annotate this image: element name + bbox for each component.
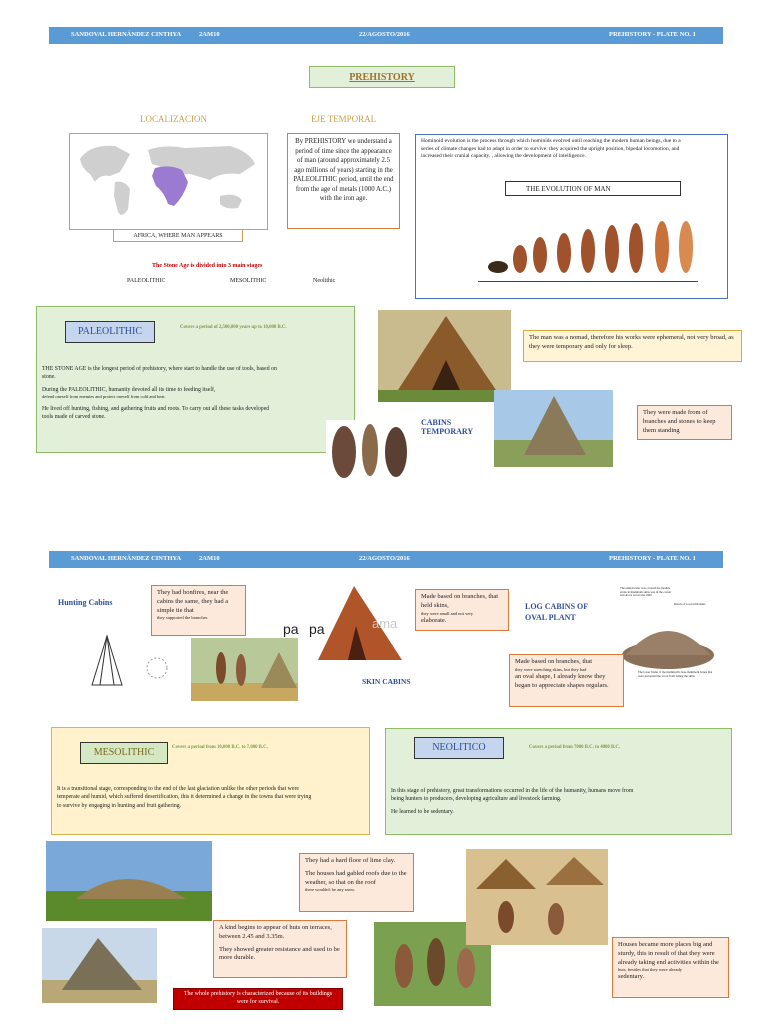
overlay-text-a: pa — [283, 621, 299, 637]
map-caption: AFRICA, WHERE MAN APPEARS — [113, 229, 243, 242]
neolithic-p1: In this stage of prehistory, great transformations occurred in the life of the humanity, humans move from being hunters to producers, developing agriculture and livestock farming. — [391, 788, 634, 803]
floor-t1: They had a hard floor of lime clay. — [305, 857, 396, 864]
log-cabins-label: LOG CABINS OF OVAL PLANT — [525, 602, 588, 623]
stage-paleolithic: PALEOLITHIC — [127, 278, 166, 284]
header-bar-top — [49, 27, 723, 44]
paleolithic-title: PALEOLITHIC — [65, 321, 155, 343]
header-date: 22/AGOSTO/2016 — [359, 31, 410, 38]
branches-box — [637, 405, 732, 440]
huts-t2: They showed greater resistance and used to be more durable. — [219, 945, 340, 962]
village-scene-image — [466, 849, 608, 945]
nomad-text: The man was a nomad, therefore his works were ephemeral, not very broad, as they were temporary and only for sleep. — [529, 334, 734, 350]
eje-text: By PREHISTORY we understand a period of time since the appearance of man (around approximately 2.5 ago millions of years) starting in the PALEOLITHIC period, until the end from the age of metals (1000 A.C.) with the iron age. — [293, 138, 394, 203]
houses-box — [612, 937, 729, 998]
hut-image-1 — [378, 310, 511, 402]
skin-cabins-label: SKIN CABINS — [362, 677, 411, 686]
eje-text-box — [287, 133, 400, 229]
log-text2: an oval shape, I already know they began to appreciate shapes regulars. — [515, 672, 609, 689]
hut-image-2 — [494, 390, 613, 467]
skin-text: Made based on branches, that held skins, — [421, 593, 499, 609]
neolithic-title: NEOLITICO — [414, 737, 504, 759]
paleolithic-period: Covers a period of 2,500,000 years up to 10,000 B.C. — [180, 325, 287, 330]
log-text1: Made based on branches, that — [515, 658, 593, 665]
header-group: 2AM10 — [199, 31, 220, 38]
houses-t2: sedentary. — [618, 973, 645, 981]
paleolithic-p3: He lived off hunting, fishing, and gathering fruits and roots. To carry out all these tasks developed tools made of carved stone. — [42, 405, 270, 421]
neolithic-period: Covers a period from 7000 B.C. to 4000 B.C. — [529, 745, 621, 750]
skin-text2: elaborate. — [421, 616, 447, 624]
nomad-box — [523, 330, 742, 362]
evolution-panel — [415, 134, 728, 299]
log-box — [509, 654, 624, 707]
world-map — [69, 133, 268, 230]
header-group-2: 2AM10 — [199, 555, 220, 562]
overlay-text-c: ama — [372, 616, 398, 631]
page-title: PREHISTORY — [349, 71, 415, 83]
skin-small: they were small and not very — [421, 610, 474, 616]
eje-heading: EJE TEMPORAL — [311, 114, 377, 124]
floor-t2: The houses had gabled roofs due to the weather, so that on the roof — [305, 869, 407, 886]
paleolithic-p2b: defend oneself from enemies and protect oneself from cold and heat. — [42, 394, 166, 400]
tipi-sketch — [62, 630, 192, 690]
stone-tools-image — [326, 420, 412, 482]
stage-mesolithic: MESOLITHIC — [230, 278, 267, 284]
mesolithic-panel — [51, 727, 370, 835]
hunting-small: they supported the branches — [157, 615, 208, 621]
hunting-cabins-label: Hunting Cabins — [58, 598, 113, 607]
header-plate: PREHISTORY - PLATE NO. 1 — [609, 31, 696, 38]
cabins-temporary-label: CABINS TEMPORARY — [421, 418, 474, 436]
mesolithic-title: MESOLITHIC — [80, 742, 168, 764]
branches-text: They were made from of branches and stones to keep them standing — [643, 409, 716, 434]
header-author-2: SANDOVAL HERNÁNDEZ CINTHYA — [71, 555, 182, 562]
evolution-text: Hominoid evolution is the process through which hominids evolved until reaching the modern human beings, due to a series of climate changes had to adapt in order to survive: they acquired the upright position, bipedal locomotion, and increased their cranial capacity. , allowing the development of intelligence. — [421, 138, 681, 160]
floor-small: there wouldn't be any snow. — [305, 887, 356, 893]
header-date-2: 22/AGOSTO/2016 — [359, 555, 410, 562]
overlay-text-b: pa — [309, 621, 325, 637]
diagram-label1: Ranch of wood with skins — [674, 602, 706, 606]
stone-age-heading: The Stone Age is divided into 3 main stages — [152, 263, 263, 269]
paleolithic-panel — [36, 306, 355, 453]
paleolithic-p1: THE STONE AGE is the longest period of prehistory, where start to handle the use of tools, based on stone. — [42, 366, 277, 381]
header-plate-2: PREHISTORY - PLATE NO. 1 — [609, 555, 696, 562]
mesolithic-period: Covers a period from 10,000 B.C. to 7,000 B.C. — [172, 745, 268, 750]
localizacion-heading: LOCALIZACION — [140, 114, 207, 124]
paleolithic-p2: During the PALEOLITHIC, humanity devoted all its time to feeding itself, — [42, 386, 216, 393]
neolithic-panel — [385, 728, 732, 835]
hunting-text: They had bonfires, near the cabins the same, they had a simple tie that — [157, 589, 229, 614]
footer-note — [173, 988, 343, 1010]
header-bar-second — [49, 551, 723, 568]
hunting-box — [151, 585, 246, 636]
hunters-image — [191, 638, 298, 701]
footer-text: The whole prehistory is characterized because of its buildings were for survival. — [183, 991, 333, 1005]
houses-small: huts, besides that they were already — [618, 967, 682, 973]
header-author: SANDOVAL HERNÁNDEZ CINTHYA — [71, 31, 182, 38]
mesolithic-text: It is a transitional stage, corresponding to the end of the last glaciation unlike the other periods that were temperate and humid, which suffered desertification, this it determined a change in the towns that were trying to survive by engaging in hunting and fruit gathering. — [57, 786, 312, 809]
evolution-title: THE EVOLUTION OF MAN — [505, 181, 681, 196]
floor-box — [299, 853, 414, 912]
log-cabin-diagram — [616, 585, 720, 705]
tipi-hut-image — [42, 928, 157, 1003]
thatched-hut-image — [46, 841, 212, 921]
huts-t1: A kind begins to appear of huts on terraces, between 2.45 and 3.35m. — [219, 924, 332, 940]
huts-box — [213, 920, 347, 978]
stage-neolithic: Neolithic — [313, 278, 336, 284]
page-title-box — [309, 66, 455, 88]
houses-t1: Houses became more places big and sturdy, this in result of that they were already taking end activities within the — [618, 941, 719, 966]
skin-box — [415, 589, 509, 631]
neolithic-p2: He learned to be sedentary. — [391, 808, 454, 815]
diagram-note: The semicircular was covered the flexible sticks in mammoth skins was in the corner and above across the 1960 — [620, 586, 672, 598]
evolution-illustration — [478, 197, 698, 295]
diagram-label2: The lower frame of the mammoth's base mammoth bones that were prevented the wood from falling the skins — [638, 670, 713, 678]
log-small: they were stretching skins, but they had — [515, 666, 587, 672]
